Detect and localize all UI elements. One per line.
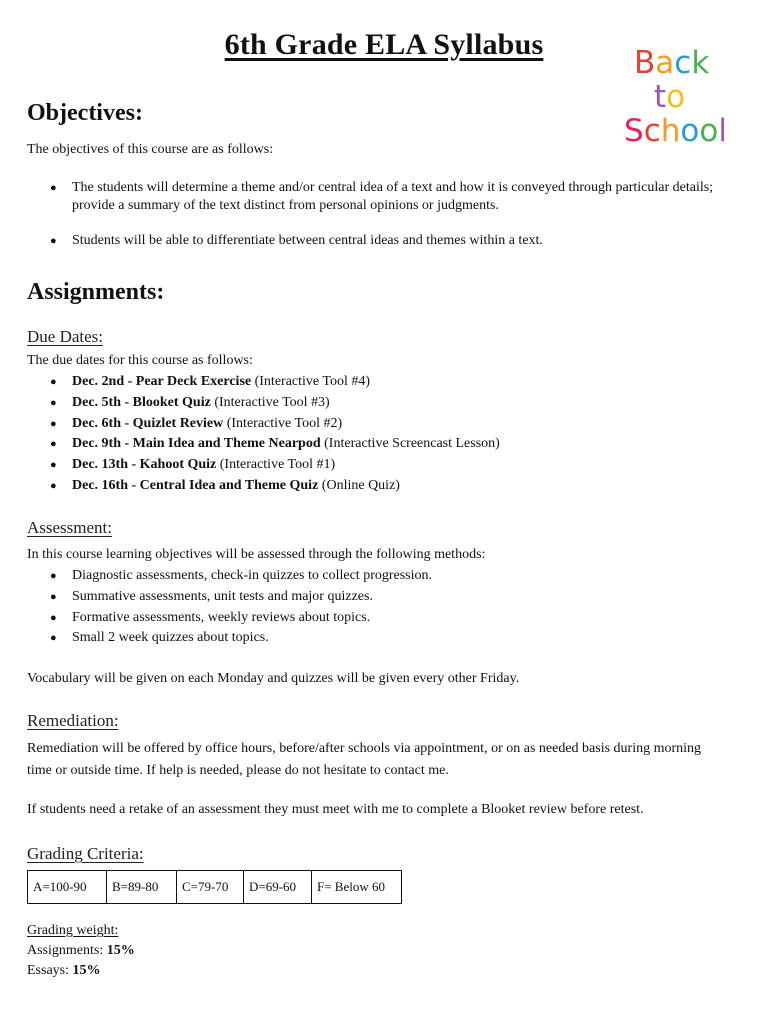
due-date-item xyxy=(46,434,500,455)
weight-value: 15% xyxy=(72,963,101,978)
objective-item: ● Students will be able to differentiate between central ideas and themes within a text. xyxy=(46,232,726,250)
remediation-text: Remediation will be offered by office hours, before/after schools via appointment, or on as needed basis during morning time or outside time. If help is needed, please do not hesitate to contact me. xyxy=(27,741,702,778)
assessment-item: ● Diagnostic assessments, check-in quizzes to collect progression. xyxy=(46,566,432,587)
grading-weight-heading: Grading weight: xyxy=(27,923,119,938)
remediation-heading: Remediation: xyxy=(27,711,119,730)
due-date-detail: (Interactive Tool #3) xyxy=(210,394,330,410)
due-date-item xyxy=(46,372,500,393)
logo-line-1: Back xyxy=(634,45,710,81)
due-date-item xyxy=(46,476,500,497)
grade-cell-c: C=79-70 xyxy=(177,871,244,904)
weight-assignments xyxy=(27,941,135,961)
objectives-intro: The objectives of this course are as follows: xyxy=(27,142,274,157)
grading-criteria-table xyxy=(27,870,402,904)
due-dates-intro: The due dates for this course as follows: xyxy=(27,353,253,368)
due-dates-list xyxy=(46,372,500,497)
assessment-list xyxy=(46,566,432,649)
grade-cell-a: A=100-90 xyxy=(28,871,107,904)
due-date-detail: (Online Quiz) xyxy=(318,477,400,493)
due-date-detail: (Interactive Screencast Lesson) xyxy=(320,436,500,452)
page-title: 6th Grade ELA Syllabus xyxy=(224,28,544,61)
due-date-title: Dec. 16th - Central Idea and Theme Quiz xyxy=(72,477,319,493)
assignments-heading: Assignments: xyxy=(27,279,165,305)
due-date-title: Dec. 6th - Quizlet Review xyxy=(72,415,224,431)
due-date-detail: (Interactive Tool #1) xyxy=(216,457,336,473)
weight-essays xyxy=(27,961,101,981)
assessment-heading: Assessment: xyxy=(27,518,112,537)
assessment-item: ● Formative assessments, weekly reviews about topics. xyxy=(46,608,432,629)
weight-label: Assignments: xyxy=(27,943,107,958)
assessment-intro: In this course learning objectives will be assessed through the following methods: xyxy=(27,547,486,562)
grade-cell-d: D=69-60 xyxy=(244,871,312,904)
objectives-list xyxy=(46,179,726,250)
due-date-item xyxy=(46,393,500,414)
assessment-item: ● Small 2 week quizzes about topics. xyxy=(46,628,432,649)
due-date-title: Dec. 5th - Blooket Quiz xyxy=(72,394,211,410)
grade-cell-f: F= Below 60 xyxy=(312,871,402,904)
due-dates-heading: Due Dates: xyxy=(27,327,104,346)
due-date-item xyxy=(46,455,500,476)
due-date-title: Dec. 2nd - Pear Deck Exercise xyxy=(72,374,252,389)
weight-label: Essays: xyxy=(27,963,73,978)
due-date-item xyxy=(46,414,500,435)
vocabulary-note: Vocabulary will be given on each Monday and quizzes will be given every other Friday. xyxy=(27,671,520,686)
objective-item: ● The students will determine a theme and/or central idea of a text and how it is conveyed through particular details; provide a summary of the text distinct from personal opinions or judgments. xyxy=(46,179,726,215)
logo-line-3: School xyxy=(624,113,727,149)
objectives-heading: Objectives: xyxy=(27,100,143,126)
due-date-detail: (Interactive Tool #2) xyxy=(223,415,343,431)
assessment-item: ● Summative assessments, unit tests and major quizzes. xyxy=(46,587,432,608)
retake-text: If students need a retake of an assessment they must meet with me to complete a Blooket review before retest. xyxy=(27,802,644,817)
due-date-detail: (Interactive Tool #4) xyxy=(251,374,370,389)
logo-line-2: to xyxy=(654,79,686,115)
weight-value: 15% xyxy=(106,943,135,958)
back-to-school-logo xyxy=(624,40,727,155)
due-date-title: Dec. 9th - Main Idea and Theme Nearpod xyxy=(72,436,321,452)
due-date-title: Dec. 13th - Kahoot Quiz xyxy=(72,457,217,473)
grading-criteria-heading: Grading Criteria: xyxy=(27,844,144,863)
grade-cell-b: B=89-80 xyxy=(107,871,177,904)
